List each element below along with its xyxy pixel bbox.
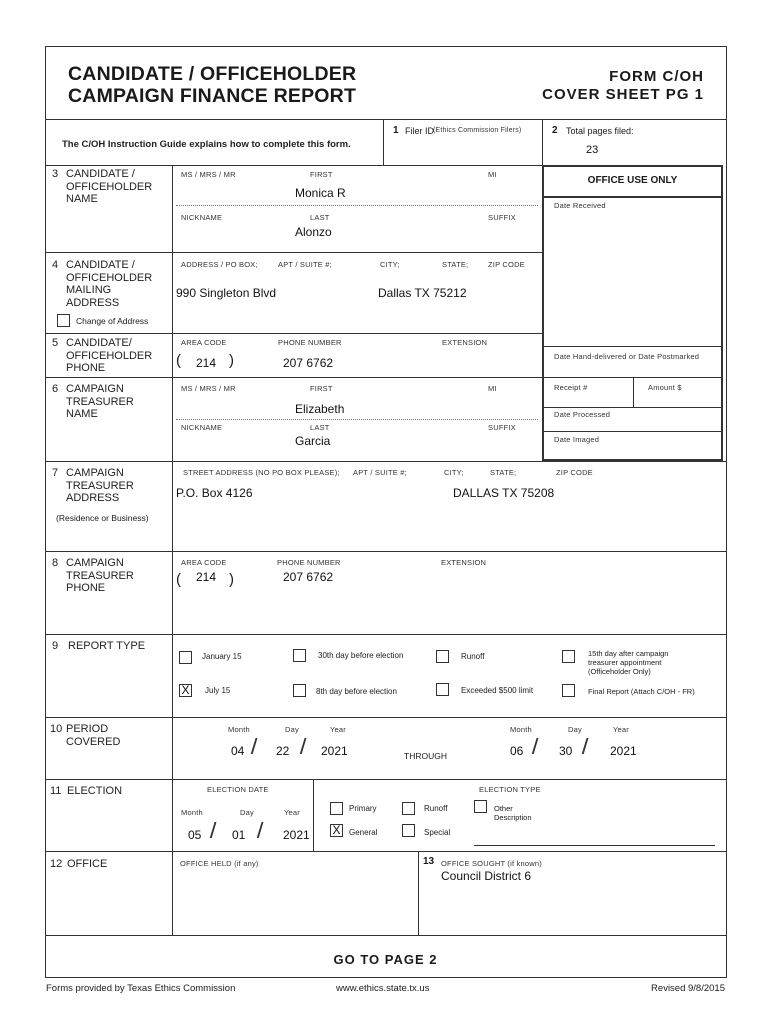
receipt-amount-divider — [633, 377, 634, 407]
total-pages-label: Total pages filed: — [566, 126, 634, 136]
instruction-text: The C/OH Instruction Guide explains how to complete this form. — [62, 139, 351, 150]
election-type-label: ELECTION TYPE — [479, 785, 541, 794]
july-15-checkbox[interactable]: X — [179, 684, 192, 697]
label-line: OFFICEHOLDER — [66, 349, 153, 362]
col-mi: MI — [488, 384, 497, 393]
col-suffix: SUFFIX — [488, 213, 516, 222]
col-street-address: STREET ADDRESS (NO PO BOX PLEASE); — [183, 468, 340, 477]
section-divider — [45, 551, 726, 552]
to-year-value[interactable]: 2021 — [610, 744, 637, 758]
area-paren-open: ( — [176, 352, 181, 369]
label-line: Other — [494, 804, 513, 813]
section-3-number: 3 — [52, 168, 59, 180]
form-title-line1: CANDIDATE / OFFICEHOLDER — [68, 63, 357, 85]
from-month-value[interactable]: 04 — [231, 744, 245, 758]
candidate-phone-number[interactable]: 207 6762 — [283, 356, 334, 370]
other-election-label — [494, 805, 532, 822]
exceeded-500-label: Exceeded $500 limit — [461, 686, 534, 695]
label-line: CANDIDATE / — [66, 259, 135, 271]
total-pages-divider — [542, 119, 543, 166]
candidate-city-state-zip[interactable]: Dallas TX 75212 — [378, 286, 467, 300]
label-line: TREASURER — [66, 395, 134, 408]
section-9-number: 9 — [52, 640, 59, 652]
office-divider — [418, 851, 419, 935]
final-report-label: Final Report (Attach C/OH - FR) — [588, 687, 695, 696]
col-state: STATE; — [490, 468, 517, 477]
30th-day-checkbox[interactable] — [293, 649, 306, 662]
col-suffix: SUFFIX — [488, 423, 516, 432]
dotted-separator — [176, 419, 538, 420]
section-divider — [45, 461, 726, 462]
office-sought-value[interactable]: Council District 6 — [441, 869, 532, 883]
receipt-label: Receipt # — [554, 383, 588, 392]
label-column-divider — [172, 165, 173, 935]
office-sought-label: OFFICE SOUGHT (if known) — [441, 859, 542, 868]
col-extension: EXTENSION — [442, 338, 488, 347]
from-year-label: Year — [330, 725, 346, 734]
section-12-label: OFFICE — [67, 858, 108, 870]
election-date-divider — [313, 779, 314, 851]
section-7-label — [66, 467, 134, 505]
change-of-address-checkbox[interactable] — [57, 314, 70, 327]
col-apt: APT / SUITE #; — [353, 468, 407, 477]
to-month-value[interactable]: 06 — [510, 744, 524, 758]
col-area-code: AREA CODE — [181, 558, 227, 567]
general-checkbox[interactable]: X — [330, 824, 343, 837]
section-divider — [45, 377, 543, 378]
section-divider — [45, 851, 726, 852]
cover-sheet-label: COVER SHEET PG 1 — [542, 86, 704, 103]
election-runoff-label: Runoff — [424, 804, 448, 813]
section-13-number: 13 — [423, 856, 435, 867]
8th-day-checkbox[interactable] — [293, 684, 306, 697]
area-paren-close: ) — [229, 571, 234, 588]
from-day-label: Day — [285, 725, 299, 734]
date-separator: / — [531, 734, 539, 759]
col-ms-mrs-mr: MS / MRS / MR — [181, 384, 236, 393]
section-divider — [45, 634, 726, 635]
col-state: STATE; — [442, 260, 469, 269]
section-3-label — [66, 168, 152, 206]
label-line: 15th day after campaign — [588, 649, 669, 658]
section-divider — [45, 333, 543, 334]
special-label: Special — [424, 828, 451, 837]
office-use-divider — [542, 346, 723, 347]
from-day-value[interactable]: 22 — [276, 744, 290, 758]
treasurer-city-state-zip[interactable]: DALLAS TX 75208 — [453, 486, 555, 500]
treasurer-street-address[interactable]: P.O. Box 4126 — [176, 486, 253, 500]
july-15-label: July 15 — [205, 686, 231, 695]
special-checkbox[interactable] — [402, 824, 415, 837]
section-divider — [45, 252, 543, 253]
filer-id-number: 1 — [393, 125, 399, 136]
section-4-number: 4 — [52, 259, 59, 271]
label-line: PHONE — [66, 582, 106, 594]
label-line: ADDRESS — [66, 296, 120, 309]
section-6-label — [66, 383, 134, 421]
date-processed-label: Date Processed — [554, 410, 611, 419]
to-year-label: Year — [613, 725, 629, 734]
col-nickname: NICKNAME — [181, 423, 223, 432]
label-line: treasurer appointment — [588, 658, 662, 667]
col-nickname: NICKNAME — [181, 213, 223, 222]
8th-day-label: 8th day before election — [316, 687, 397, 696]
total-pages-value[interactable]: 23 — [586, 144, 599, 156]
date-received-label: Date Received — [554, 201, 606, 210]
january-15-checkbox[interactable] — [179, 651, 192, 664]
header-divider — [45, 119, 726, 120]
election-month-label: Month — [181, 808, 203, 817]
date-hand-delivered-label: Date Hand-delivered or Date Postmarked — [554, 352, 700, 361]
label-line: COVERED — [66, 735, 121, 748]
col-ms-mrs-mr: MS / MRS / MR — [181, 170, 236, 179]
runoff-report-checkbox[interactable] — [436, 650, 449, 663]
col-first: FIRST — [310, 384, 333, 393]
section-4-label — [66, 259, 152, 309]
15th-day-checkbox[interactable] — [562, 650, 575, 663]
label-line: NAME — [66, 408, 98, 420]
label-line: CAMPAIGN — [66, 557, 124, 569]
label-line: OFFICEHOLDER — [66, 271, 153, 284]
candidate-first-name[interactable]: Monica R — [295, 186, 346, 200]
section-12-number: 12 — [50, 858, 63, 870]
label-line: MAILING — [66, 284, 112, 296]
election-year-label: Year — [284, 808, 300, 817]
area-paren-close: ) — [229, 352, 234, 369]
label-line: CANDIDATE / — [66, 168, 135, 180]
to-month-label: Month — [510, 725, 532, 734]
section-divider — [45, 935, 726, 936]
to-day-value[interactable]: 30 — [559, 744, 573, 758]
label-line: CANDIDATE/ — [66, 337, 132, 349]
january-15-label: January 15 — [202, 652, 242, 661]
label-line: ADDRESS — [66, 492, 120, 504]
section-7-number: 7 — [52, 467, 59, 479]
label-line: CAMPAIGN — [66, 467, 124, 479]
other-election-checkbox[interactable] — [474, 800, 487, 813]
30th-day-label: 30th day before election — [318, 651, 404, 660]
candidate-area-code[interactable]: 214 — [196, 356, 217, 370]
runoff-report-label: Runoff — [461, 652, 485, 661]
form-code: FORM C/OH — [609, 68, 704, 85]
col-last: LAST — [310, 213, 330, 222]
election-day-value[interactable]: 01 — [232, 828, 246, 842]
area-paren-open: ( — [176, 571, 181, 588]
col-first: FIRST — [310, 170, 333, 179]
go-to-page-2: GO TO PAGE 2 — [333, 952, 438, 967]
total-pages-number: 2 — [552, 125, 558, 136]
section-9-label: REPORT TYPE — [68, 640, 146, 652]
label-line: OFFICEHOLDER — [66, 180, 153, 193]
label-line: PERIOD — [66, 723, 109, 735]
office-use-divider — [542, 196, 723, 198]
label-line: Description — [494, 812, 532, 822]
footer-revised: Revised 9/8/2015 — [651, 983, 725, 994]
date-separator: / — [299, 734, 307, 759]
section-8-number: 8 — [52, 557, 59, 569]
col-city: CITY; — [380, 260, 400, 269]
col-address: ADDRESS / PO BOX; — [181, 260, 258, 269]
date-separator: / — [256, 818, 264, 843]
change-of-address-label: Change of Address — [76, 316, 149, 326]
filer-id-label: Filer ID — [405, 126, 434, 136]
final-report-checkbox[interactable] — [562, 684, 575, 697]
label-line: TREASURER — [66, 479, 134, 492]
to-day-label: Day — [568, 725, 582, 734]
election-year-value[interactable]: 2021 — [283, 828, 310, 842]
col-apt: APT / SUITE #; — [278, 260, 332, 269]
section-5-number: 5 — [52, 337, 59, 349]
form-title-line2: CAMPAIGN FINANCE REPORT — [68, 85, 357, 107]
row-divider — [45, 165, 543, 166]
from-year-value[interactable]: 2021 — [321, 744, 348, 758]
candidate-last-name[interactable]: Alonzo — [295, 225, 332, 239]
label-line: (Officeholder Only) — [588, 667, 651, 676]
treasurer-last-name[interactable]: Garcia — [295, 434, 331, 448]
footer-url: www.ethics.state.tx.us — [336, 983, 430, 994]
col-phone-number: PHONE NUMBER — [277, 558, 341, 567]
section-11-label: ELECTION — [67, 785, 123, 797]
office-use-divider — [542, 431, 723, 432]
date-imaged-label: Date Imaged — [554, 435, 600, 444]
election-day-label: Day — [240, 808, 254, 817]
section-8-label — [66, 557, 134, 595]
amount-label: Amount $ — [648, 383, 682, 392]
from-month-label: Month — [228, 725, 250, 734]
col-phone-number: PHONE NUMBER — [278, 338, 342, 347]
label-line: NAME — [66, 193, 98, 205]
primary-checkbox[interactable] — [330, 802, 343, 815]
candidate-address[interactable]: 990 Singleton Blvd — [176, 286, 277, 300]
filer-id-note: (Ethics Commission Filers) — [433, 127, 522, 134]
label-line: PHONE — [66, 362, 106, 374]
election-month-value[interactable]: 05 — [188, 828, 202, 842]
through-label: THROUGH — [404, 751, 447, 761]
office-use-divider — [542, 407, 723, 408]
election-date-label: ELECTION DATE — [207, 785, 269, 794]
office-held-label: OFFICE HELD (if any) — [180, 859, 259, 868]
treasurer-phone-number[interactable]: 207 6762 — [283, 570, 334, 584]
treasurer-area-code[interactable]: 214 — [196, 570, 217, 584]
section-10-label — [66, 723, 120, 748]
date-separator: / — [209, 818, 217, 843]
residence-or-business-note: (Residence or Business) — [56, 513, 149, 523]
section-divider — [45, 717, 726, 718]
section-5-label — [66, 337, 152, 375]
section-10-number: 10 — [50, 723, 63, 735]
filer-id-divider — [383, 119, 384, 166]
col-city: CITY; — [444, 468, 464, 477]
col-zip: ZIP CODE — [488, 260, 525, 269]
primary-label: Primary — [349, 804, 377, 813]
exceeded-500-checkbox[interactable] — [436, 683, 449, 696]
label-line: TREASURER — [66, 569, 134, 582]
section-11-number: 11 — [50, 785, 62, 797]
office-use-title: OFFICE USE ONLY — [587, 175, 678, 186]
section-divider — [45, 779, 726, 780]
label-line: CAMPAIGN — [66, 383, 124, 395]
section-6-number: 6 — [52, 383, 59, 395]
15th-day-label — [588, 649, 668, 676]
date-separator: / — [250, 734, 258, 759]
election-runoff-checkbox[interactable] — [402, 802, 415, 815]
col-mi: MI — [488, 170, 497, 179]
col-zip: ZIP CODE — [556, 468, 593, 477]
treasurer-first-name[interactable]: Elizabeth — [295, 402, 345, 416]
footer-provider: Forms provided by Texas Ethics Commission — [46, 983, 236, 994]
other-description-line[interactable] — [474, 845, 715, 846]
dotted-separator — [176, 205, 538, 206]
date-separator: / — [581, 734, 589, 759]
col-last: LAST — [310, 423, 330, 432]
general-label: General — [349, 828, 378, 837]
col-extension: EXTENSION — [441, 558, 487, 567]
col-area-code: AREA CODE — [181, 338, 227, 347]
